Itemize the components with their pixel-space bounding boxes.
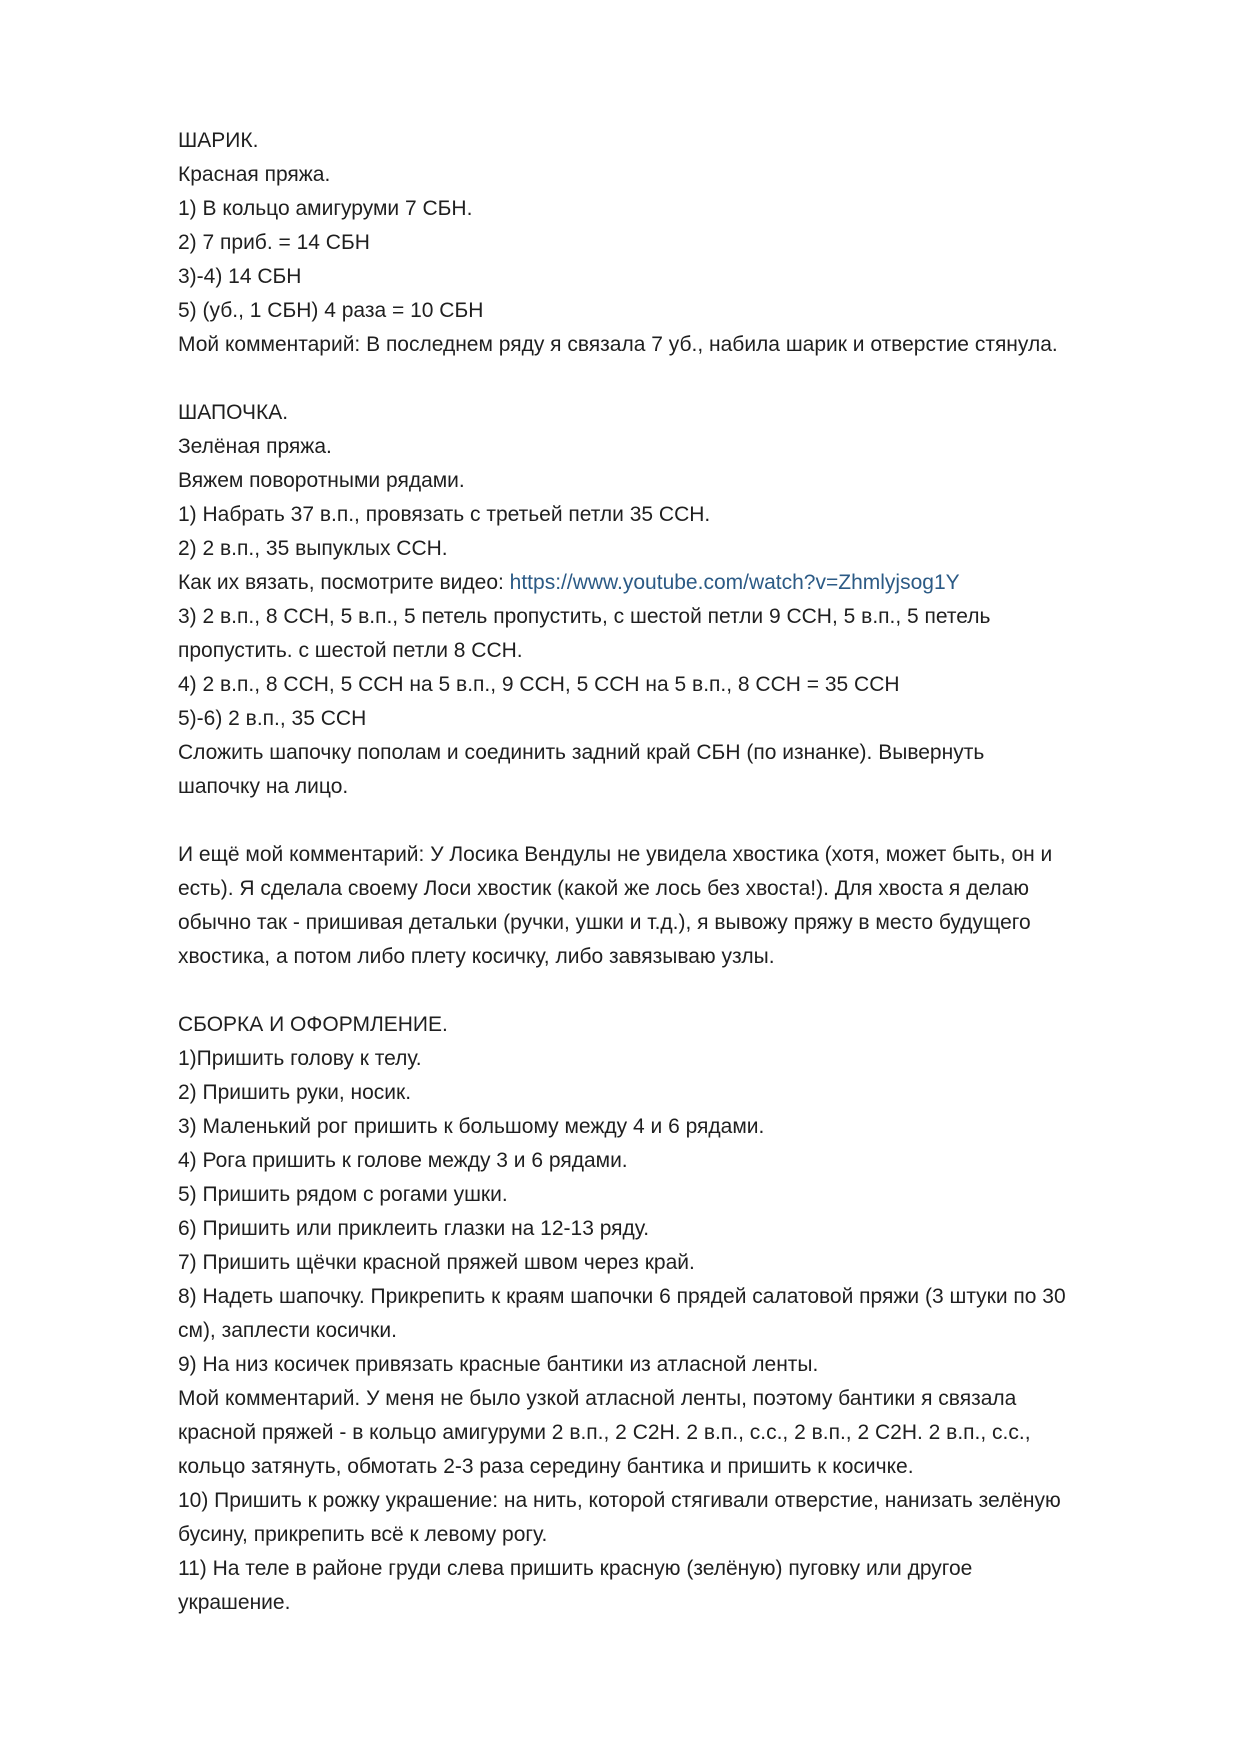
hat-video-text: Как их вязать, посмотрите видео: xyxy=(178,571,510,594)
assembly-step-5: 5) Пришить рядом с рогами ушки. xyxy=(178,1183,508,1206)
assembly-step-8-line-2: см), заплести косички. xyxy=(178,1319,397,1342)
section-title-assembly: СБОРКА И ОФОРМЛЕНИЕ. xyxy=(178,1013,448,1036)
assembly-step-9: 9) На низ косичек привязать красные бантики из атласной ленты. xyxy=(178,1353,819,1376)
spacer xyxy=(178,804,1178,838)
ball-row-5: 5) (уб., 1 СБН) 4 раза = 10 СБН xyxy=(178,299,484,322)
assembly-step-10-line-2: бусину, прикрепить всё к левому рогу. xyxy=(178,1523,548,1546)
section-title-ball: ШАРИК. xyxy=(178,129,259,152)
tail-comment-line-4: хвостика, а потом либо плету косичку, либо завязываю узлы. xyxy=(178,945,775,968)
hat-yarn: Зелёная пряжа. xyxy=(178,435,332,458)
ball-yarn: Красная пряжа. xyxy=(178,163,331,186)
assembly-comment-line-3: кольцо затянуть, обмотать 2-3 раза середину бантика и пришить к косичке. xyxy=(178,1455,914,1478)
video-link[interactable]: https://www.youtube.com/watch?v=Zhmlyjsog1Y xyxy=(509,571,960,594)
hat-fold-line-1: Сложить шапочку пополам и соединить задний край СБН (по изнанке). Вывернуть xyxy=(178,741,985,764)
assembly-step-4: 4) Рога пришить к голове между 3 и 6 рядами. xyxy=(178,1149,628,1172)
spacer xyxy=(178,362,1178,396)
tail-comment-line-3: обычно так - пришивая детальки (ручки, ушки и т.д.), я вывожу пряжу в место будущего xyxy=(178,911,1031,934)
assembly-comment-line-2: красной пряжей - в кольцо амигуруми 2 в.п., 2 С2Н. 2 в.п., с.с., 2 в.п., 2 С2Н. 2 в.п., с.с., xyxy=(178,1421,1031,1444)
hat-method: Вяжем поворотными рядами. xyxy=(178,469,465,492)
ball-row-1: 1) В кольцо амигуруми 7 СБН. xyxy=(178,197,473,220)
ball-row-3-4: 3)-4) 14 СБН xyxy=(178,265,302,288)
hat-fold-line-2: шапочку на лицо. xyxy=(178,775,349,798)
document-page xyxy=(178,124,1178,1620)
assembly-step-1: 1)Пришить голову к телу. xyxy=(178,1047,422,1070)
assembly-step-3: 3) Маленький рог пришить к большому между 4 и 6 рядами. xyxy=(178,1115,765,1138)
assembly-step-6: 6) Пришить или приклеить глазки на 12-13 ряду. xyxy=(178,1217,650,1240)
assembly-step-10-line-1: 10) Пришить к рожку украшение: на нить, которой стягивали отверстие, нанизать зелёную xyxy=(178,1489,1061,1512)
assembly-comment-line-1: Мой комментарий. У меня не было узкой атласной ленты, поэтому бантики я связала xyxy=(178,1387,1017,1410)
hat-row-1: 1) Набрать 37 в.п., провязать с третьей петли 35 ССН. xyxy=(178,503,711,526)
hat-row-5-6: 5)-6) 2 в.п., 35 ССН xyxy=(178,707,367,730)
hat-row-3-line-1: 3) 2 в.п., 8 ССН, 5 в.п., 5 петель пропустить, с шестой петли 9 ССН, 5 в.п., 5 петель xyxy=(178,605,991,628)
tail-comment-line-2: есть). Я сделала своему Лоси хвостик (какой же лось без хвоста!). Для хвоста я делаю xyxy=(178,877,1030,900)
ball-row-2: 2) 7 приб. = 14 СБН xyxy=(178,231,370,254)
assembly-step-11-line-1: 11) На теле в районе груди слева пришить красную (зелёную) пуговку или другое xyxy=(178,1557,973,1580)
section-title-hat: ШАПОЧКА. xyxy=(178,401,289,424)
assembly-step-8-line-1: 8) Надеть шапочку. Прикрепить к краям шапочки 6 прядей салатовой пряжи (3 штуки по 30 xyxy=(178,1285,1066,1308)
ball-comment: Мой комментарий: В последнем ряду я связала 7 уб., набила шарик и отверстие стянула. xyxy=(178,333,1058,356)
hat-video-line xyxy=(178,566,1178,600)
hat-row-3-line-2: пропустить. с шестой петли 8 ССН. xyxy=(178,639,523,662)
tail-comment-line-1: И ещё мой комментарий: У Лосика Вендулы не увидела хвостика (хотя, может быть, он и xyxy=(178,843,1053,866)
assembly-step-11-line-2: украшение. xyxy=(178,1591,291,1614)
hat-row-2: 2) 2 в.п., 35 выпуклых ССН. xyxy=(178,537,448,560)
assembly-step-2: 2) Пришить руки, носик. xyxy=(178,1081,412,1104)
hat-row-4: 4) 2 в.п., 8 ССН, 5 ССН на 5 в.п., 9 ССН, 5 ССН на 5 в.п., 8 ССН = 35 ССН xyxy=(178,673,900,696)
spacer xyxy=(178,974,1178,1008)
assembly-step-7: 7) Пришить щёчки красной пряжей швом через край. xyxy=(178,1251,695,1274)
